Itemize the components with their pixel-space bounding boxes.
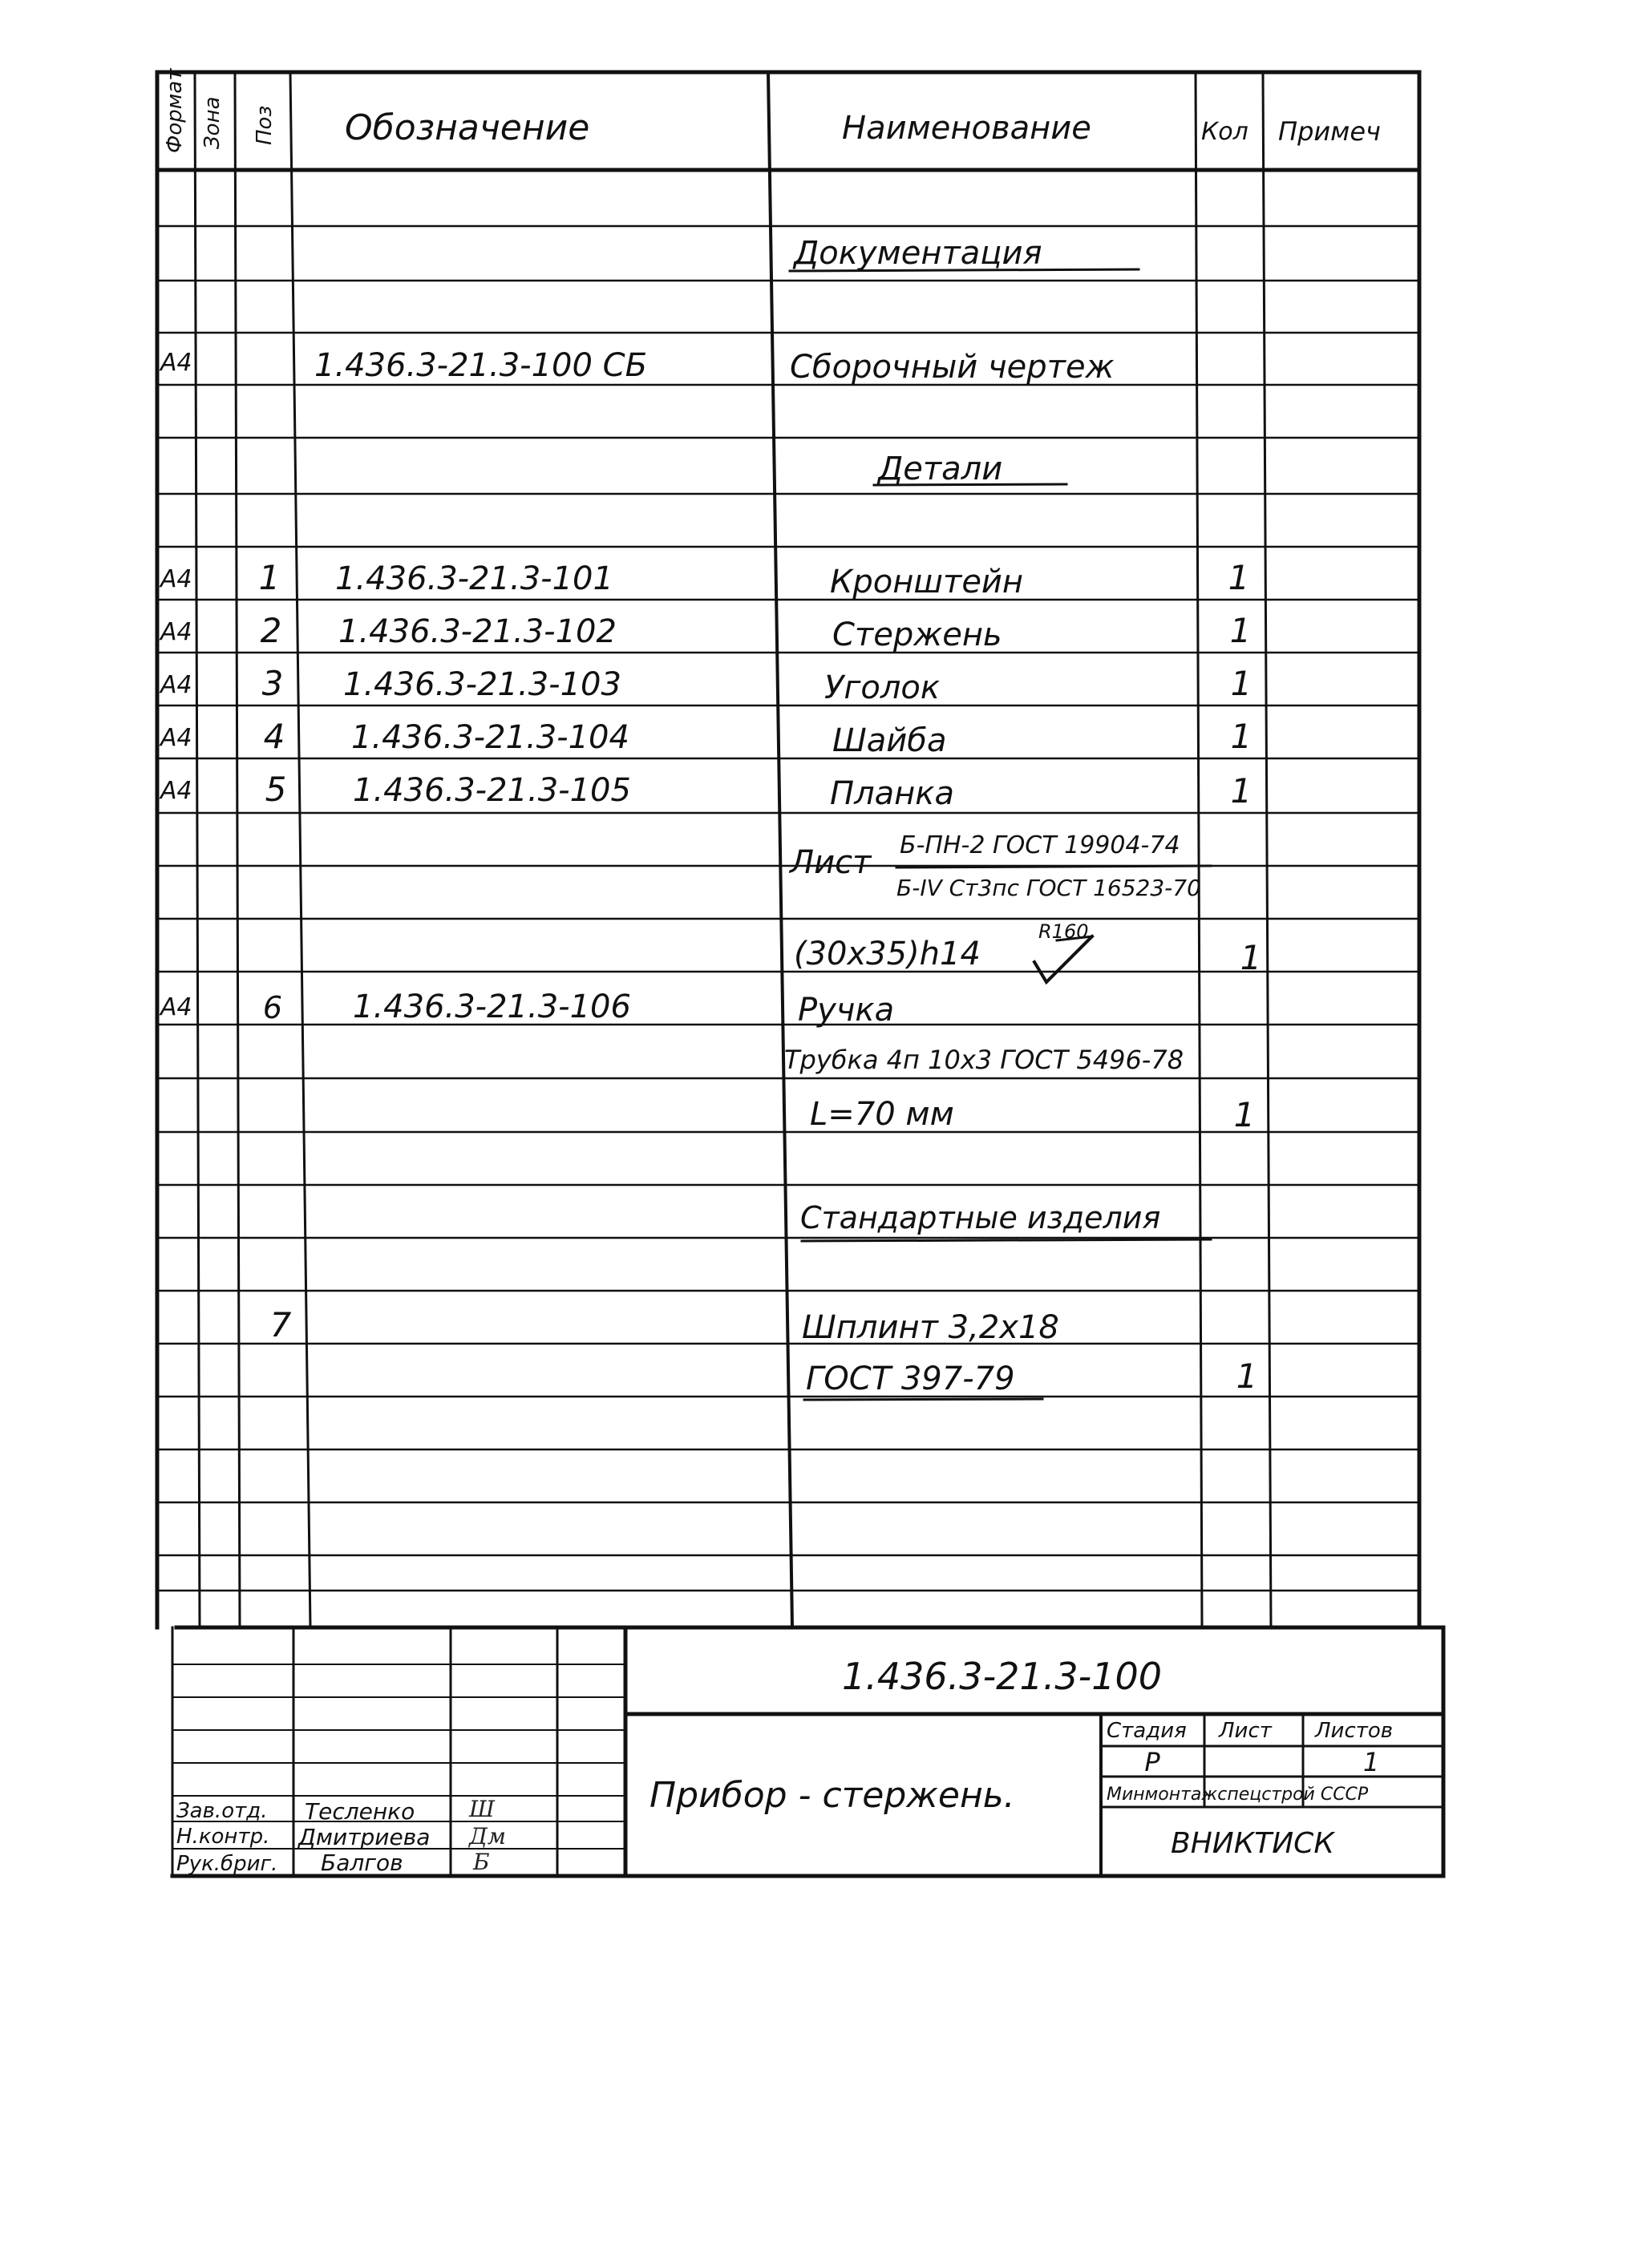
organization: ВНИКТИСК [1171,1827,1334,1860]
sheets-value: 1 [1362,1747,1380,1777]
item-qty: 1 [1230,664,1252,703]
cotter-pos: 7 [269,1305,292,1344]
item-name: Уголок [824,669,941,706]
signer-role: Н.контр. [176,1825,270,1849]
signer-signature: Ш [469,1796,495,1822]
cotter-qty: 1 [1236,1356,1258,1396]
item-pos: 5 [265,770,287,809]
header-qty: Кол [1201,118,1248,146]
ministry: Минмонтажспецстрой СССР [1107,1785,1369,1805]
header-name: Наименование [842,110,1091,147]
item-format: А4 [160,565,192,593]
item-format: А4 [160,618,192,646]
section-details: Детали [878,451,1003,487]
item-format: А4 [160,671,192,699]
item-qty: 1 [1230,771,1252,811]
signer-signature: Дм [469,1823,506,1850]
header-format: Формат [163,68,187,153]
sheets-label: Листов [1315,1719,1394,1743]
handle-pos: 6 [262,990,283,1025]
header-designation: Обозначение [345,107,590,148]
doc-format: А4 [160,349,192,377]
signer-role: Рук.бриг. [176,1852,278,1876]
item-designation: 1.436.3-21.3-105 [353,772,631,809]
stage-label: Стадия [1107,1719,1187,1743]
stage-value: Р [1144,1747,1160,1777]
material-label: Лист [790,844,872,881]
title-block-code: 1.436.3-21.3-100 [842,1655,1162,1698]
material-qty: 1 [1240,938,1262,977]
item-qty: 1 [1230,717,1252,756]
title-block-title: Прибор - стержень. [650,1775,1015,1816]
signer-name: Балгов [321,1850,403,1876]
item-name: Кронштейн [830,564,1024,600]
section-documentation: Документация [794,235,1042,272]
cotter-standard: ГОСТ 397-79 [806,1360,1015,1397]
item-format: А4 [160,724,192,752]
header-pos: Поз [253,105,277,145]
item-qty: 1 [1228,558,1250,597]
handle-qty: 1 [1233,1095,1256,1134]
item-designation: 1.436.3-21.3-102 [338,613,617,650]
sheet-label: Лист [1219,1719,1272,1743]
item-pos: 1 [258,558,281,597]
doc-designation: 1.436.3-21.3-100 СБ [314,347,648,384]
signer-signature: Б [473,1849,490,1875]
item-designation: 1.436.3-21.3-103 [343,666,621,703]
item-name: Стержень [832,617,1002,653]
header-note: Примеч [1278,116,1381,147]
doc-name: Сборочный чертеж [790,349,1115,386]
item-designation: 1.436.3-21.3-104 [351,719,629,756]
material-roughness: R160 [1038,920,1089,943]
header-zone: Зона [200,96,225,149]
material-top: Б-ПН-2 ГОСТ 19904-74 [900,831,1180,859]
signer-name: Дмитриева [298,1824,431,1850]
item-name: Планка [830,775,954,812]
item-pos: 4 [263,717,285,756]
signer-role: Зав.отд. [176,1799,268,1823]
handle-length: L=70 мм [810,1096,954,1133]
cotter-name: Шплинт 3,2х18 [802,1309,1059,1346]
material-bottom: Б-IV Ст3пс ГОСТ 16523-70 [896,875,1201,901]
handle-designation: 1.436.3-21.3-106 [353,988,631,1025]
handle-tube: Трубка 4п 10х3 ГОСТ 5496-78 [784,1045,1184,1075]
item-format: А4 [160,777,192,805]
item-qty: 1 [1229,611,1252,650]
handle-format: А4 [160,993,192,1021]
item-pos: 2 [260,611,282,650]
signer-name: Тесленко [305,1798,415,1825]
section-standard: Стандартные изделия [800,1200,1161,1235]
item-designation: 1.436.3-21.3-101 [335,560,613,597]
item-pos: 3 [261,664,284,703]
handle-name: Ручка [798,992,895,1029]
material-size: (30х35)h14 [794,936,981,972]
item-name: Шайба [832,722,947,759]
